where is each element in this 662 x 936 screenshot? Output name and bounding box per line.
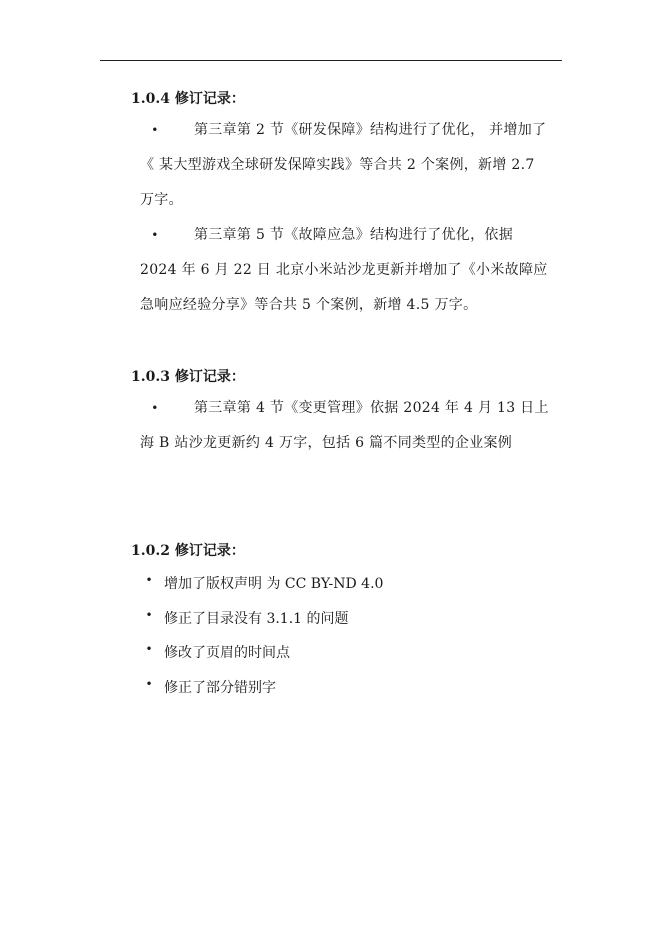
bullet-icon: •: [151, 401, 159, 415]
section-heading-1-0-4: 1.0.4 修订记录：: [131, 91, 245, 107]
revision-item: [145, 642, 290, 662]
revision-item-text: 第三章第 5 节《故障应急》结构进行了优化，依据 2024 年 6 月 22 日 北京小米站沙龙更新并增加了《小米故障应急响应经验分享》等合共 5 个案例，新增 4.5 万字。: [140, 227, 548, 313]
revision-item: [145, 677, 276, 697]
revision-item-text: 修正了部分错别字: [164, 680, 276, 696]
bullet-icon: •: [145, 608, 153, 622]
revision-item-text: 第三章第 2 节《研发保障》结构进行了优化， 并增加了《 某大型游戏全球研发保障实践》等合共 2 个案例，新增 2.7 万字。: [140, 122, 547, 208]
revision-item: [145, 608, 349, 628]
bullet-icon: •: [151, 123, 159, 137]
revision-item: [140, 218, 552, 323]
section-heading-1-0-3: 1.0.3 修订记录：: [131, 369, 245, 385]
bullet-icon: •: [145, 677, 153, 691]
bullet-icon: •: [145, 573, 153, 587]
revision-item: [140, 391, 552, 461]
revision-item-text: 第三章第 4 节《变更管理》依据 2024 年 4 月 13 日上海 B 站沙龙更新约 4 万字，包括 6 篇不同类型的企业案例: [140, 400, 549, 451]
revision-item: [140, 113, 552, 218]
bullet-icon: •: [145, 642, 153, 656]
revision-item-text: 修改了页眉的时间点: [164, 645, 290, 661]
revision-item: [145, 573, 384, 593]
revision-item-text: 增加了版权声明 为 CC BY-ND 4.0: [164, 576, 384, 592]
bullet-icon: •: [151, 228, 159, 242]
header-rule: [100, 60, 562, 61]
revision-item-text: 修正了目录没有 3.1.1 的问题: [164, 611, 349, 627]
section-heading-1-0-2: 1.0.2 修订记录：: [131, 543, 245, 559]
